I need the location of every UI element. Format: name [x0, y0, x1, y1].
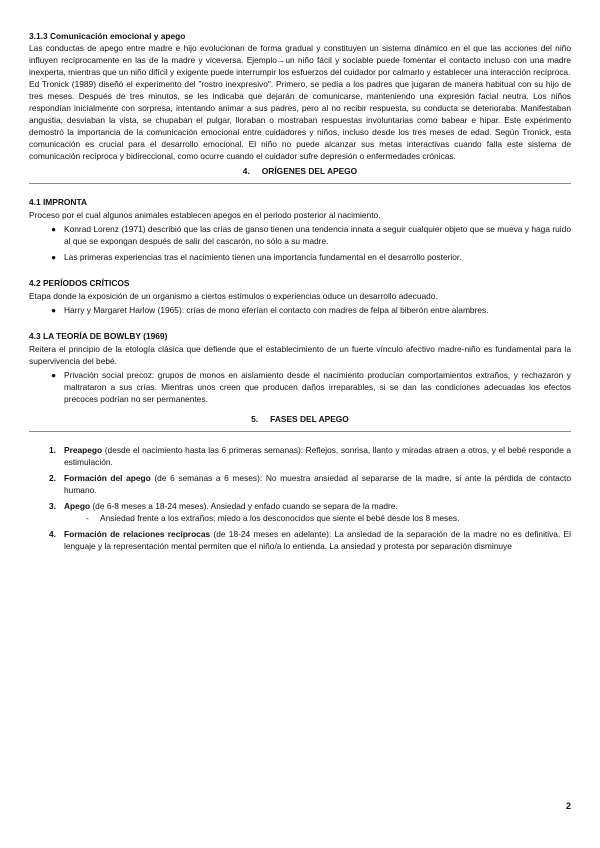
heading-number: 5.: [251, 414, 259, 424]
list-item: 4. Formación de relaciones recíprocas (de 18-24 meses en adelante): La ansiedad de la separación de la madre no es definitiva. El lenguaje y la representación mental permiten que el niño/a lo entienda. La ansiedad y protesta por separación disminuye: [49, 529, 571, 551]
fase-term: Formación del apego: [64, 473, 151, 483]
list-item: ● Privación social precoz: grupos de monos en aislamiento desde el nacimiento producían comportamientos extraños, y rechazaron y maltrataron a sus crías. Mientras unos creen que producen daños irreparables, si se dan las condiciones adecuadas los efectos precoces podrían no ser permanentes.: [51, 370, 571, 404]
paragraph-periodos: Etapa donde la exposición de un organismo a ciertos estímulos o experiencias oduce un desarrollo adecuado.: [29, 291, 438, 301]
bullet-list-periodos: [29, 304, 571, 316]
section-title-4-1: 4.1 IMPRONTA: [29, 197, 88, 207]
heading-origenes: [29, 165, 571, 177]
list-item: 2. Formación del apego (de 6 semanas a 6 meses): No muestra ansiedad al separarse de la madre, si ante la pérdida de contacto humano.: [49, 473, 571, 495]
fase-term: Formación de relaciones recíprocas: [64, 529, 211, 539]
list-item: ● Harry y Margaret Harlow (1965): crías de mono eferían el contacto con madres de felpa al biberón entre alambres.: [51, 305, 489, 315]
list-item: ● Las primeras experiencias tras el nacimiento tienen una importancia fundamental en el desarrollo posterior.: [51, 252, 462, 262]
heading-text: ORÍGENES DEL APEGO: [261, 166, 358, 176]
list-item: 1. Preapego (desde el nacimiento hasta las 6 primeras semanas): Reflejos, sonrisa, llanto y miradas atraen a otros, y el bebé responde a estimulación.: [49, 445, 571, 467]
section-title-4-3: 4.3 LA TEORÍA DE BOWLBY (1969): [29, 331, 168, 341]
divider: [29, 183, 571, 184]
section-title-3-1-3: 3.1.3 Comunicación emocional y apego: [29, 31, 186, 41]
bullet-icon: ●: [51, 252, 57, 262]
bullet-icon: ●: [51, 305, 57, 315]
list-item: 3. Apego (de 6-8 meses a 18-24 meses). Ansiedad y enfado cuando se separa de la madre. - Ansiedad frente a los extraños: miedo a los desconocidos que siente el bebé desde los 8 meses.: [29, 500, 571, 524]
bullet-icon: ●: [51, 370, 57, 380]
sub-list-item: - Ansiedad frente a los extraños: miedo a los desconocidos que siente el bebé desde los 8 meses.: [86, 513, 460, 523]
dash-icon: -: [86, 513, 89, 523]
bullet-list-bowlby: [29, 369, 571, 405]
divider: [29, 431, 571, 432]
fase-term: Preapego: [64, 445, 103, 455]
bullet-icon: ●: [51, 224, 57, 234]
paragraph-impronta: Proceso por el cual algunos animales establecen apegos en el periodo posterior al nacimiento.: [29, 210, 381, 220]
section-title-4-2: 4.2 PERÍODOS CRÍTICOS: [29, 278, 130, 288]
paragraph-tronick: Ed Tronick (1989) diseñó el experimento del "rostro inexpresivo". Primero, se pedía a los padres que jugaran de manera habitual con su hijo de tres meses. Después de tres minutos, se les indicaba que dejarán de comunicarse, manteniendo una expresión facial neutra. Los niños respondían inicialmente con sorpresa, intentando animar a sus padres, pero al no recibir respuesta, su conducta se deterioraba. Manifestaban angustia, desviaban la vista, se chupaban el pulgar, lloraban o mostraban respuestas involuntarias como babear e hipar. Este experimento demostró la importancia de la comunicación emocional entre cuidadores y niños, incluso desde los tres meses de edad. Según Tronick, esta comunicación es crucial para el desarrollo emocional. El niño no puede alcanzar sus metas interactivas cuando falla este sistema de comunicación recíproca y bidireccional, como ocurre cuando el cuidador sufre depresión o enfermedades crónicas.: [29, 79, 571, 161]
fases-list: [29, 444, 571, 552]
fase-term: Apego: [64, 501, 91, 511]
sub-list: [64, 512, 571, 524]
paragraph-bowlby: Reitera el principio de la etología clásica que defiende que el establecimiento de un fuerte vínculo afectivo madre-niño es fundamental para la supervivencia del bebé.: [29, 344, 571, 366]
bullet-list-impronta: [29, 223, 571, 263]
heading-fases: [29, 413, 571, 425]
paragraph-apego-dinamico: Las conductas de apego entre madre e hijo evolucionan de forma gradual y constituyen un sistema dinámico en el que las acciones del niño influyen recíprocamente en las de la madre y viceversa. Ejemplo→un niño fácil y sociable puede fomentar el contacto incluso con una madre inexperta, mientras que un niño difícil y exigente puede interrumpir los esfuerzos del cuidador por calmarlo y establecer una interacción recíproca.: [29, 43, 571, 77]
page-number: 2: [565, 801, 571, 811]
heading-number: 4.: [242, 166, 250, 176]
list-item: ● Konrad Lorenz (1971) describió que las crías de ganso tienen una tendencia innata a seguir cualquier objeto que se mueva y haga ruido al que se expongan después de salir del cascarón, no sólo a su madre.: [51, 224, 571, 246]
heading-text: FASES DEL APEGO: [270, 414, 349, 424]
